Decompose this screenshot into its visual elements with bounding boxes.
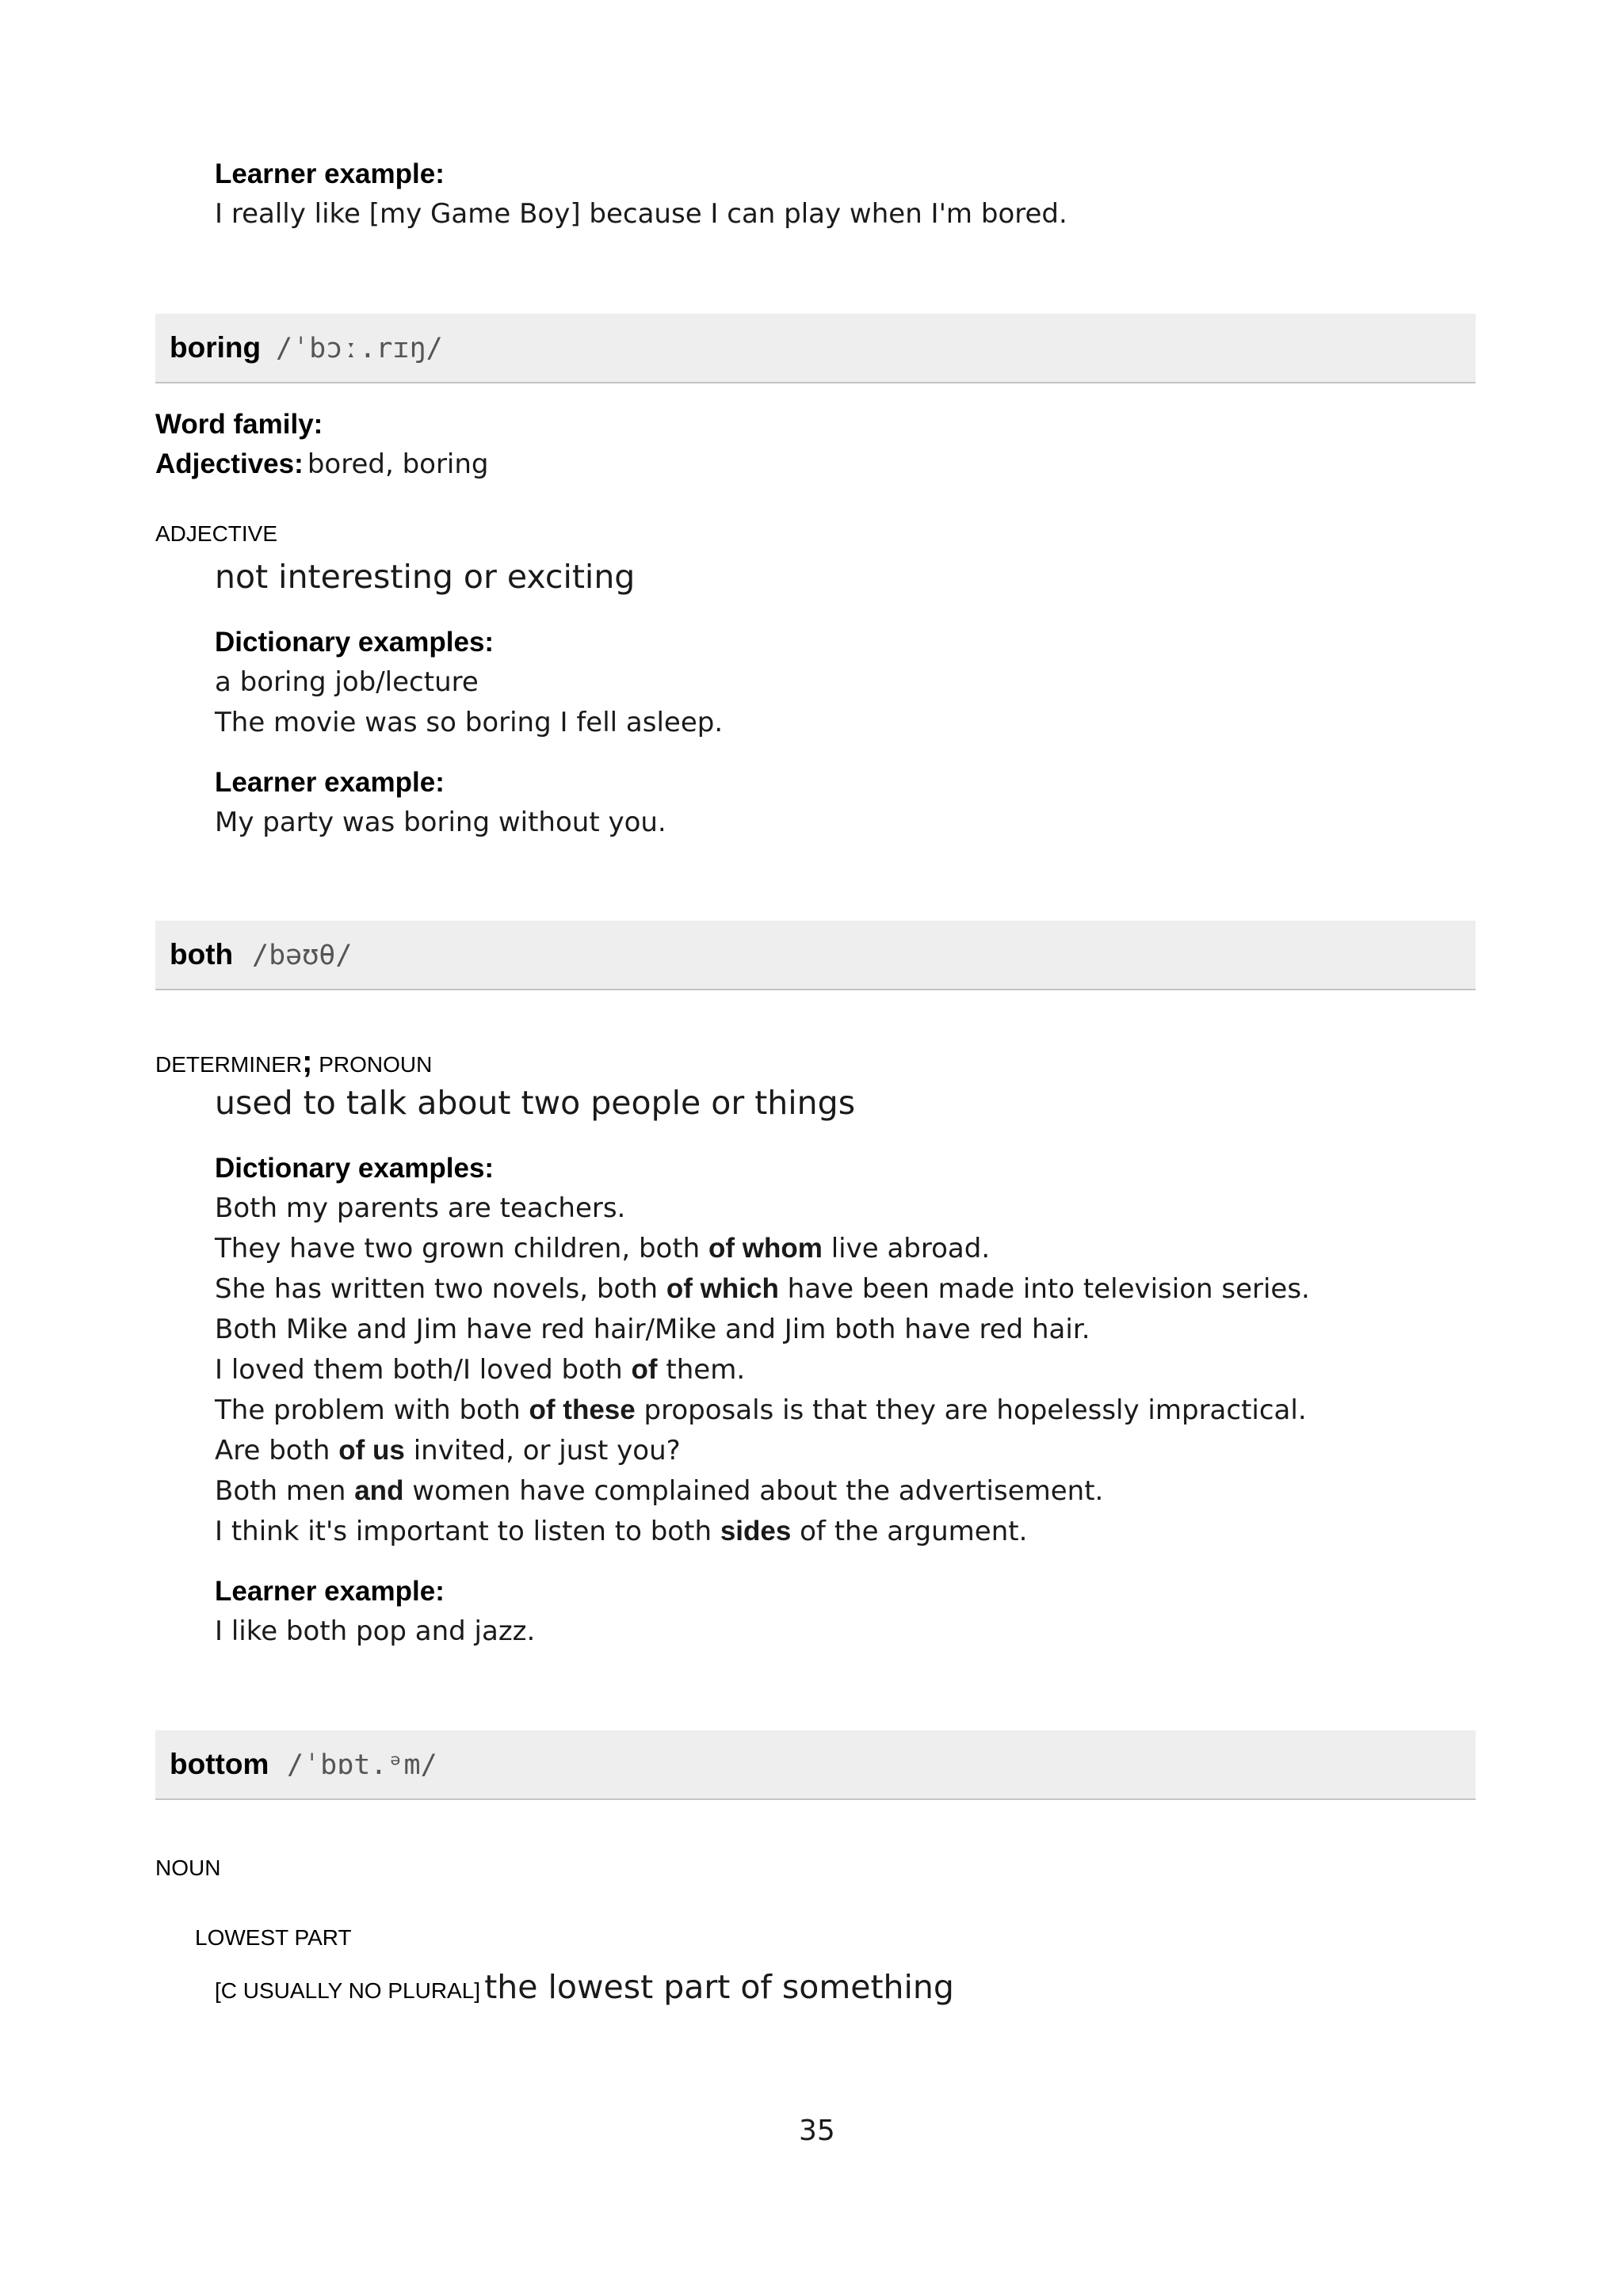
entry-header-bottom <box>155 1730 1476 1800</box>
pronunciation: /bəʊθ/ <box>252 940 353 971</box>
pos-pronoun: PRONOUN <box>319 1052 433 1077</box>
part-of-speech <box>155 1044 432 1080</box>
headword: bottom <box>170 1748 269 1780</box>
word-family-label: Word family: <box>155 409 323 440</box>
pronunciation: /ˈbɔː.rɪŋ/ <box>276 333 443 364</box>
learner-example-label: Learner example: <box>215 158 445 189</box>
adjectives-label: Adjectives: <box>155 448 304 479</box>
pos-separator: ; <box>302 1044 313 1079</box>
dictionary-example: Both my parents are teachers. <box>215 1192 626 1224</box>
part-of-speech: ADJECTIVE <box>155 521 278 546</box>
dictionary-example: Both men and women have complained about the advertisement. <box>215 1475 1104 1507</box>
dictionary-example: Both Mike and Jim have red hair/Mike and Jim both have red hair. <box>215 1314 1090 1345</box>
page-number: 35 <box>799 2115 835 2147</box>
learner-example-label: Learner example: <box>215 767 445 798</box>
entry-header-both <box>155 921 1476 990</box>
dictionary-example: She has written two novels, both of which have been made into television series. <box>215 1273 1310 1305</box>
definition: not interesting or exciting <box>215 558 636 596</box>
dictionary-examples-label: Dictionary examples: <box>215 627 495 658</box>
adjectives-value: bored, boring <box>307 448 489 480</box>
learner-example-text: I like both pop and jazz. <box>215 1615 536 1647</box>
dictionary-example: The movie was so boring I fell asleep. <box>215 707 724 738</box>
learner-example-text: I really like [my Game Boy] because I can play when I'm bored. <box>215 198 1067 230</box>
pronunciation: /ˈbɒt.ᵊm/ <box>287 1749 437 1781</box>
headword: boring <box>170 331 262 364</box>
dictionary-example: They have two grown children, both of whom live abroad. <box>215 1233 991 1264</box>
dictionary-example: I loved them both/I loved both of them. <box>215 1354 746 1386</box>
definition: used to talk about two people or things <box>215 1084 856 1122</box>
learner-example-text: My party was boring without you. <box>215 807 666 838</box>
headword: both <box>170 938 234 971</box>
word-family-adjectives <box>155 448 489 480</box>
sense-label: LOWEST PART <box>195 1925 352 1950</box>
grammar-code: [C USUALLY NO PLURAL] <box>215 1978 481 2003</box>
dictionary-examples-label: Dictionary examples: <box>215 1153 495 1184</box>
dictionary-example: The problem with both of these proposals is that they are hopelessly impractical. <box>215 1394 1307 1426</box>
definition-line <box>215 1968 954 2006</box>
entry-header-boring <box>155 314 1476 383</box>
dictionary-example: Are both of us invited, or just you? <box>215 1435 681 1466</box>
dictionary-example: I think it's important to listen to both sides of the argument. <box>215 1516 1028 1547</box>
learner-example-label: Learner example: <box>215 1576 445 1607</box>
part-of-speech: NOUN <box>155 1855 221 1880</box>
dictionary-example: a boring job/lecture <box>215 666 479 698</box>
pos-determiner: DETERMINER <box>155 1052 303 1077</box>
definition: the lowest part of something <box>484 1968 954 2006</box>
